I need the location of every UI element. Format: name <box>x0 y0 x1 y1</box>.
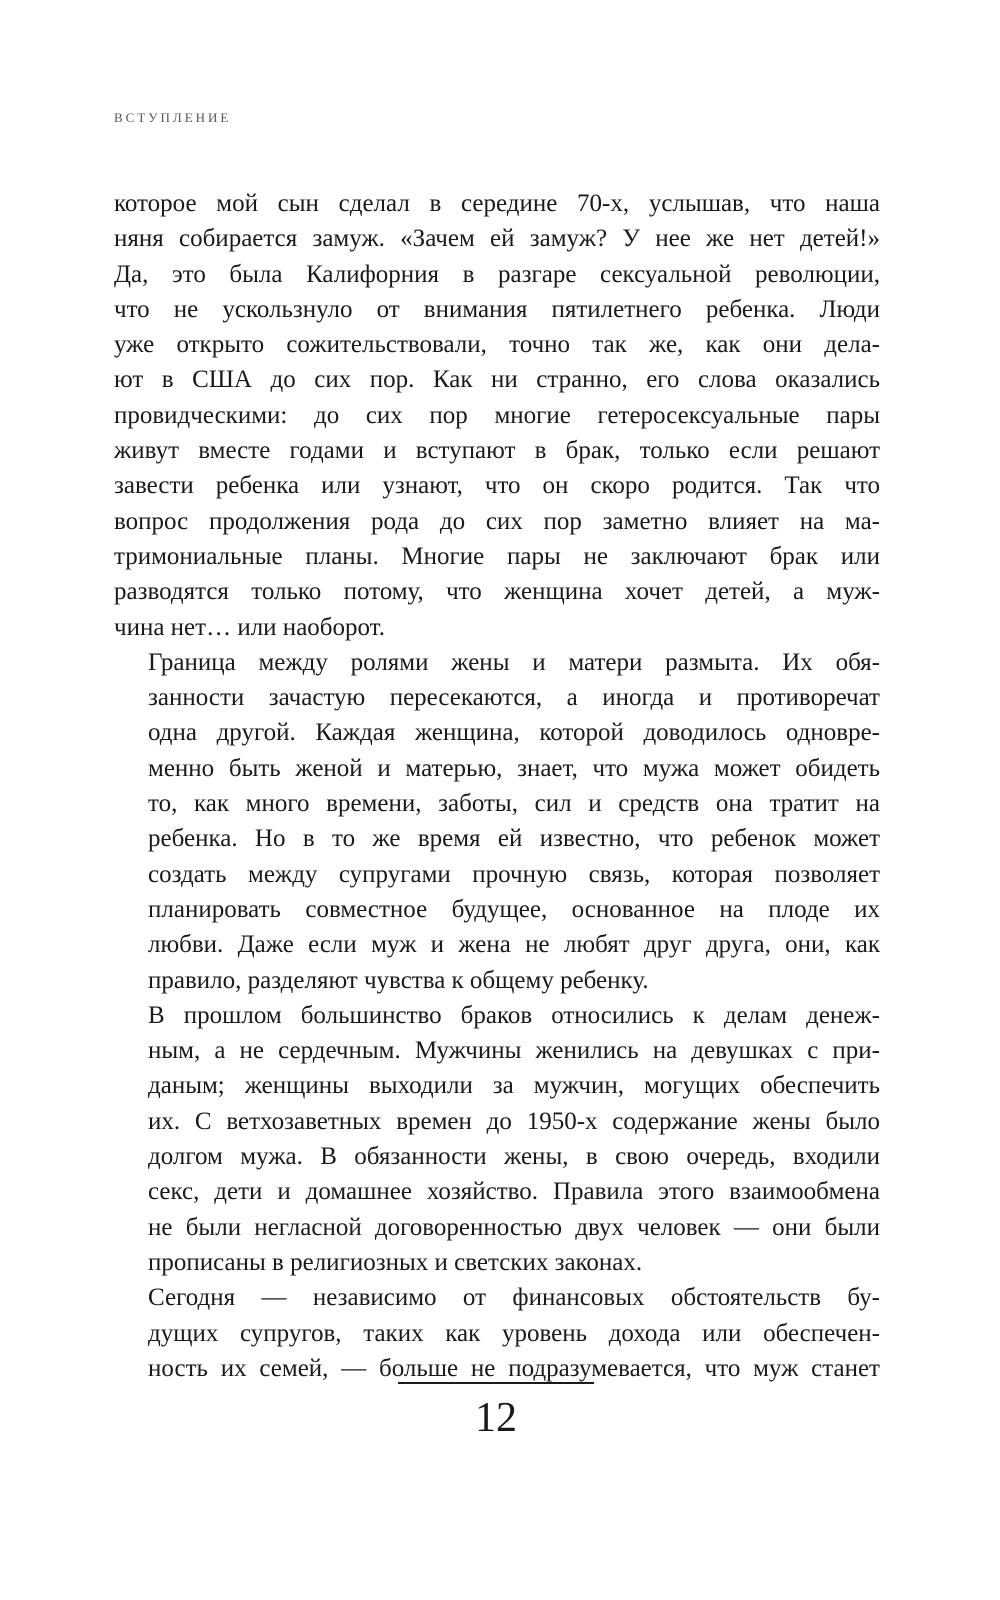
body-text <box>114 186 880 1386</box>
text-line: создать между супругами прочную связь, которая позволяет <box>148 860 880 888</box>
text-line: любви. Даже если муж и жена не любят друг друга, они, как <box>148 931 880 959</box>
text-line: тримониальные планы. Многие пары не заключают брак или <box>114 542 880 570</box>
page-number-rule <box>398 1382 594 1384</box>
text-line: не были негласной договоренностью двух человек — они были <box>148 1213 880 1241</box>
text-line: их. С ветхозаветных времен до 1950-х содержание жены было <box>148 1107 880 1135</box>
text-line: прописаны в религиозных и светских законах. <box>148 1248 643 1276</box>
text-line: В прошлом большинство браков относились к делам денеж- <box>148 1001 880 1029</box>
text-line: ют в США до сих пор. Как ни странно, его слова оказались <box>114 366 880 394</box>
text-line: няня собирается замуж. «Зачем ей замуж? У нее же нет детей!» <box>114 225 880 253</box>
text-line: разводятся только потому, что женщина хочет детей, а муж- <box>114 578 880 606</box>
text-line: провидческими: до сих пор многие гетеросексуальные пары <box>114 401 880 429</box>
paragraph <box>114 186 880 645</box>
text-line: завести ребенка или узнают, что он скоро родится. Так что <box>114 472 880 500</box>
text-line: долгом мужа. В обязанности жены, в свою очередь, входили <box>148 1143 880 1171</box>
text-line: дущих супругов, таких как уровень дохода или обеспечен- <box>148 1319 880 1347</box>
text-line: что не ускользнуло от внимания пятилетнего ребенка. Люди <box>114 295 880 323</box>
running-head: ВСТУПЛЕНИЕ <box>114 110 232 125</box>
text-line: уже открыто сожительствовали, точно так же, как они дела- <box>114 331 880 359</box>
text-line: живут вместе годами и вступают в брак, только если решают <box>114 437 880 465</box>
text-line: Сегодня — независимо от финансовых обстоятельств бу- <box>148 1284 880 1312</box>
text-line: одна другой. Каждая женщина, которой доводилось одновре- <box>148 719 880 747</box>
text-line: которое мой сын сделал в середине 70-х, услышав, что наша <box>114 190 880 217</box>
text-line: занности зачастую пересекаются, а иногда и противоречат <box>148 684 880 712</box>
paragraph <box>114 1280 880 1386</box>
text-line: даным; женщины выходили за мужчин, могущих обеспечить <box>148 1072 880 1100</box>
page-number: 12 <box>475 1395 517 1441</box>
text-line: планировать совместное будущее, основанное на плоде их <box>148 895 880 923</box>
text-line: вопрос продолжения рода до сих пор заметно влияет на ма- <box>114 507 880 535</box>
text-line: менно быть женой и матерью, знает, что мужа может обидеть <box>148 754 880 782</box>
text-line: чина нет… или наоборот. <box>114 613 385 641</box>
text-line: правило, разделяют чувства к общему ребенку. <box>148 966 649 994</box>
text-line: Граница между ролями жены и матери размыта. Их обя- <box>148 648 880 676</box>
text-line: ность их семей, — больше не подразумевается, что муж станет <box>148 1354 880 1382</box>
paragraph <box>114 998 880 1280</box>
text-line: секс, дети и домашнее хозяйство. Правила этого взаимообмена <box>148 1178 880 1206</box>
text-line: то, как много времени, заботы, сил и средств она тратит на <box>148 790 880 818</box>
text-line: Да, это была Калифорния в разгаре сексуальной революции, <box>114 260 880 288</box>
text-line: ребенка. Но в то же время ей известно, что ребенок может <box>148 825 880 853</box>
text-line: ным, а не сердечным. Мужчины женились на девушках с при- <box>148 1037 880 1065</box>
paragraph <box>114 645 880 998</box>
